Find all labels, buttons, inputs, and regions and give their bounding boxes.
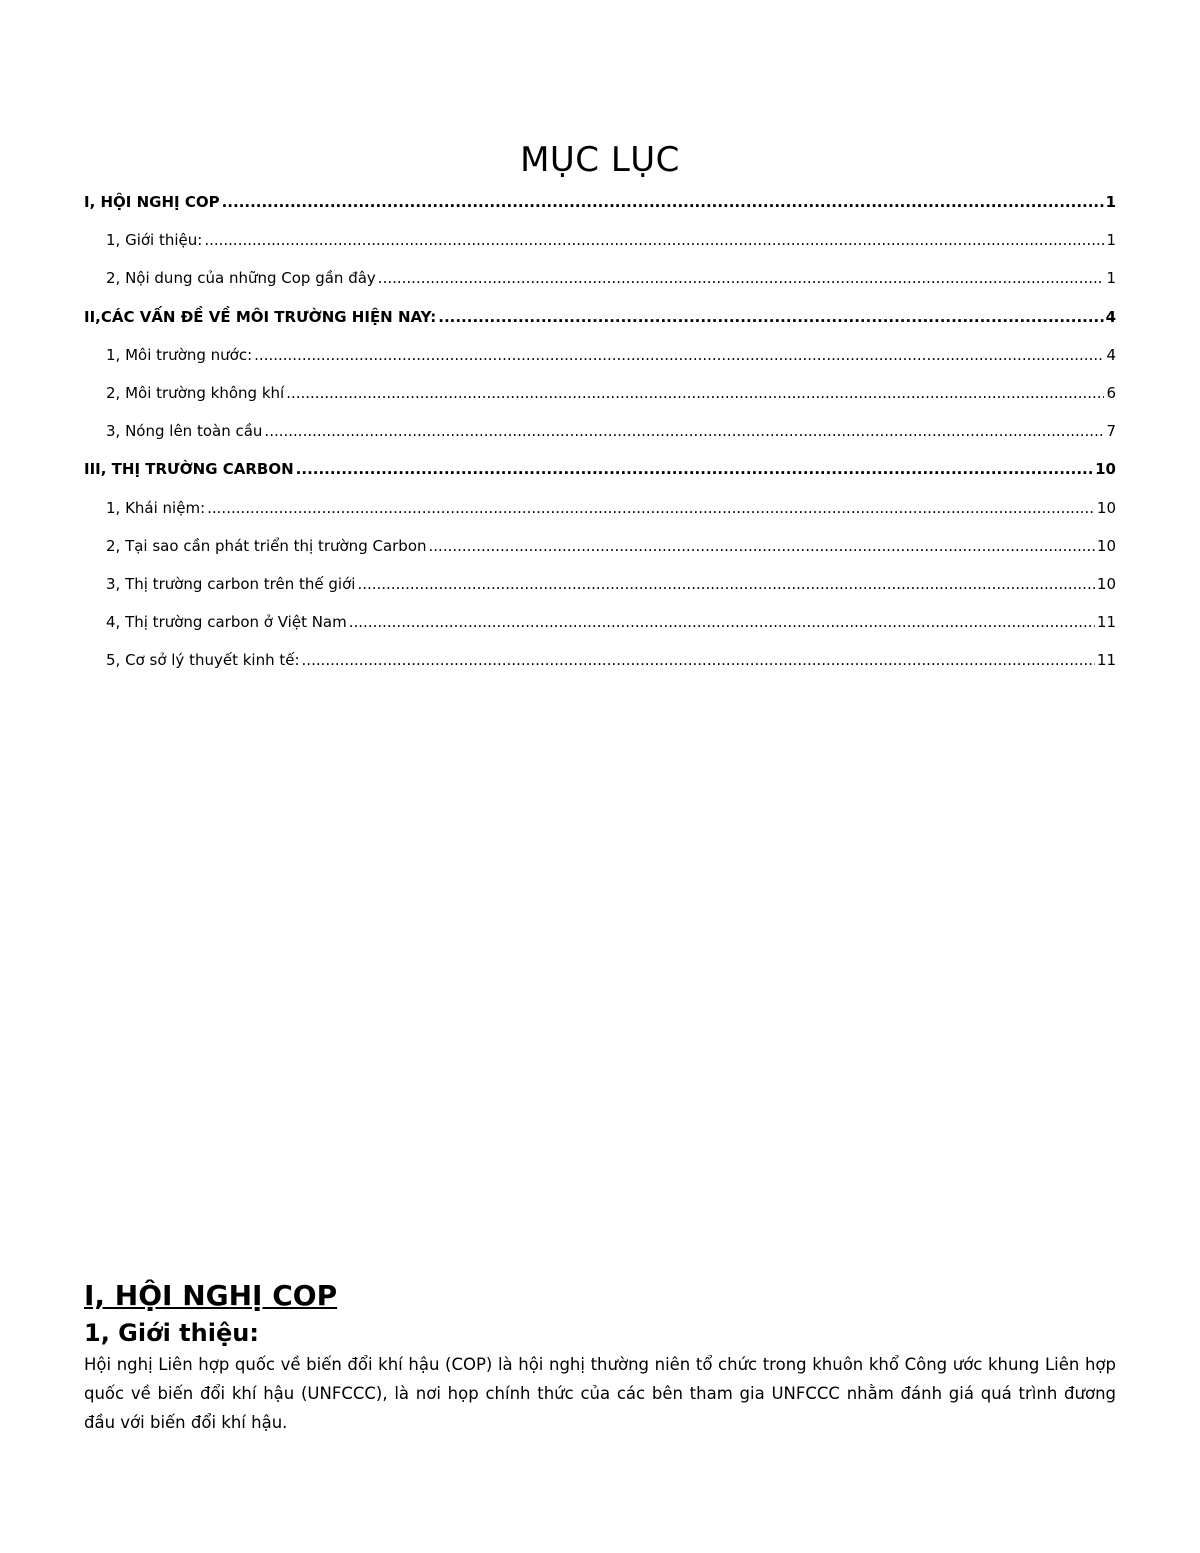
toc-page-number: 1: [1106, 269, 1116, 288]
toc-dot-leader: [357, 572, 1094, 596]
toc-entry-gioi-thieu[interactable]: [84, 228, 1116, 266]
toc-entry-nong-len-toan-cau[interactable]: [84, 419, 1116, 457]
toc-entry-label: II,CÁC VẤN ĐỀ VỀ MÔI TRƯỜNG HIỆN NAY:: [84, 307, 437, 326]
toc-dot-leader: [378, 266, 1105, 290]
toc-title: MỤC LỤC: [520, 140, 680, 180]
toc-entry-thi-truong-viet-nam[interactable]: [84, 610, 1116, 648]
toc-entry-label: 4, Thị trường carbon ở Việt Nam: [106, 613, 347, 632]
toc-entry-label: 3, Thị trường carbon trên thế giới: [106, 574, 356, 593]
toc-page-number: 6: [1106, 383, 1116, 402]
toc-page-number: 1: [1106, 231, 1116, 250]
toc-page-number: 7: [1106, 422, 1116, 441]
toc-page-number: 4: [1105, 307, 1116, 326]
toc-dot-leader: [438, 305, 1103, 329]
toc-dot-leader: [296, 457, 1093, 481]
toc-page-number: 1: [1105, 193, 1116, 211]
document-body: [84, 1276, 1116, 1437]
toc-entry-label: 2, Nội dung của những Cop gần đây: [106, 269, 376, 288]
toc-dot-leader: [429, 534, 1095, 558]
toc-entry-moi-truong-khong-khi[interactable]: [84, 381, 1116, 419]
toc-dot-leader: [207, 496, 1095, 520]
section-heading-2: 1, Giới thiệu:: [84, 1319, 259, 1347]
toc-entry-thi-truong-the-gioi[interactable]: [84, 572, 1116, 610]
toc-page-number: 10: [1096, 574, 1116, 593]
toc-page-number: 10: [1095, 460, 1116, 479]
toc-dot-leader: [254, 343, 1104, 367]
toc-entry-label: 1, Khái niệm:: [106, 498, 206, 517]
toc-entry-khai-niem[interactable]: [84, 496, 1116, 534]
toc-entry-tai-sao-phat-trien[interactable]: [84, 534, 1116, 572]
toc-page-number: 4: [1106, 345, 1116, 364]
toc-entry-label: 2, Môi trường không khí: [106, 383, 285, 402]
toc-dot-leader: [349, 610, 1095, 634]
table-of-contents: [84, 190, 1116, 686]
toc-dot-leader: [264, 419, 1104, 443]
toc-dot-leader: [204, 228, 1104, 252]
toc-entry-label: I, HỘI NGHỊ COP: [84, 193, 220, 211]
toc-dot-leader: [286, 381, 1104, 405]
toc-entry-label: 3, Nóng lên toàn cầu: [106, 422, 263, 441]
toc-entry-label: 1, Môi trường nước:: [106, 345, 253, 364]
toc-entry-moi-truong-nuoc[interactable]: [84, 343, 1116, 381]
toc-dot-leader: [222, 190, 1104, 214]
toc-entry-label: 2, Tại sao cần phát triển thị trường Carbon: [106, 536, 427, 555]
toc-entry-van-de-moi-truong[interactable]: [84, 305, 1116, 343]
toc-page-number: 10: [1096, 536, 1116, 555]
toc-entry-cop[interactable]: [84, 190, 1116, 228]
toc-entry-label: 1, Giới thiệu:: [106, 231, 203, 250]
toc-entry-noi-dung-cop[interactable]: [84, 266, 1116, 304]
toc-entry-thi-truong-carbon[interactable]: [84, 457, 1116, 495]
section-heading-1: I, HỘI NGHỊ COP: [84, 1279, 338, 1312]
toc-entry-label: III, THỊ TRƯỜNG CARBON: [84, 460, 294, 479]
toc-page-number: 10: [1096, 498, 1116, 517]
toc-entry-label: 5, Cơ sở lý thuyết kinh tế:: [106, 651, 300, 670]
body-paragraph: Hội nghị Liên hợp quốc về biến đổi khí hậu (COP) là hội nghị thường niên tổ chức trong khuôn khổ Công ước khung Liên hợp quốc về biến đổi khí hậu (UNFCCC), là nơi họp chính thức của các bên tham gia UNFCCC nhằm đánh giá quá trình đương đầu với biến đổi khí hậu.: [84, 1355, 1116, 1432]
toc-page-number: 11: [1096, 613, 1116, 632]
toc-page-number: 11: [1096, 651, 1116, 670]
toc-dot-leader: [302, 648, 1095, 672]
toc-entry-co-so-ly-thuyet[interactable]: [84, 648, 1116, 686]
